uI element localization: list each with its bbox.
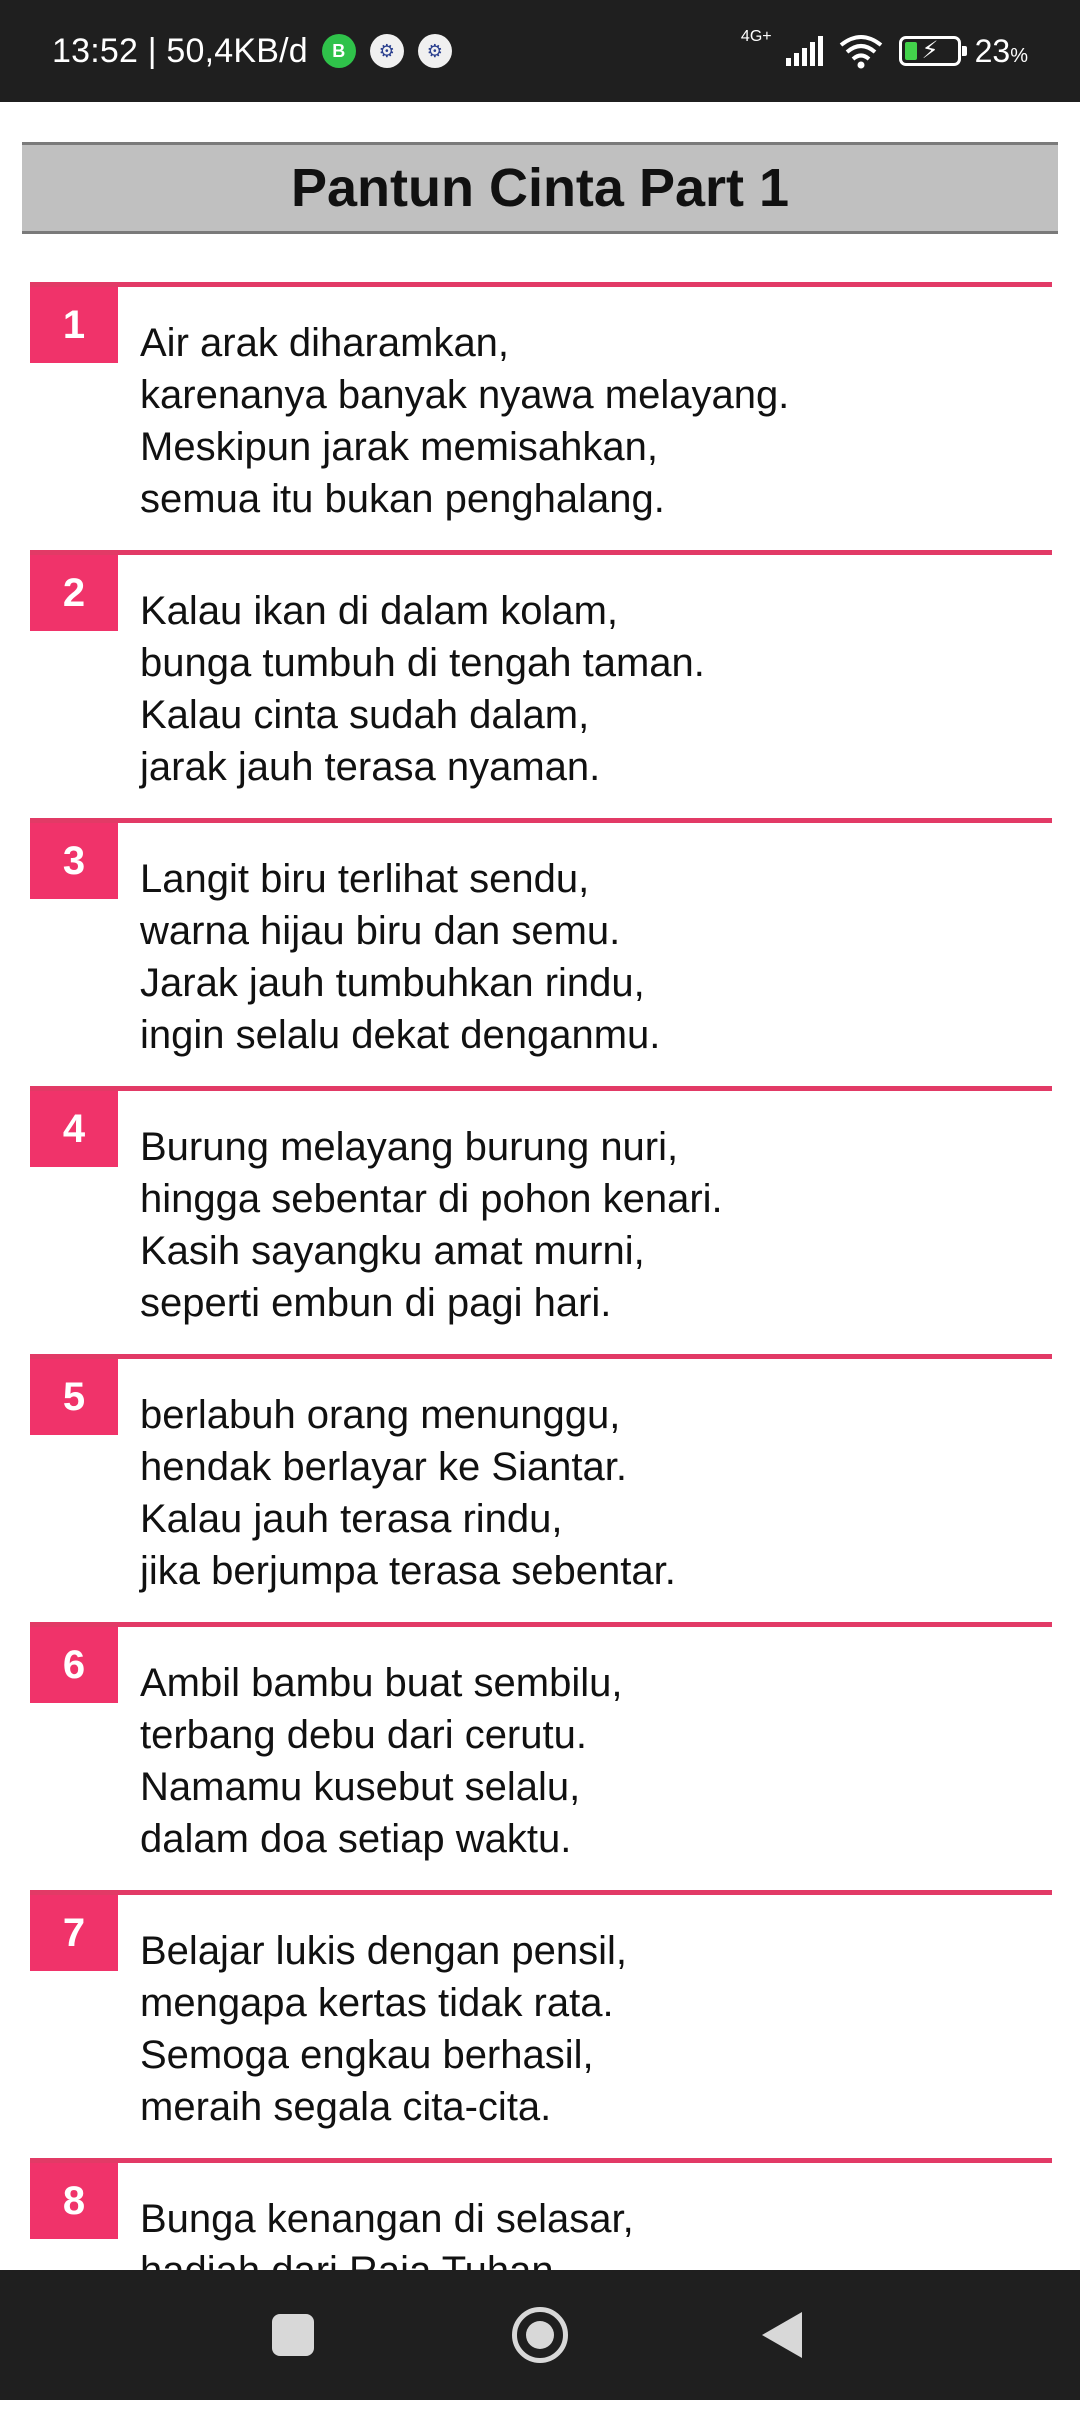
poem-line: bunga tumbuh di tengah taman. xyxy=(140,641,705,685)
b-app-icon: B xyxy=(322,34,356,68)
poem-line: berlabuh orang menunggu, xyxy=(140,1393,621,1437)
poem-item xyxy=(30,1890,1052,2150)
poem-number-badge: 3 xyxy=(30,823,118,899)
poem-line: Kasih sayangku amat murni, xyxy=(140,1229,645,1273)
poem-item xyxy=(30,550,1052,810)
navigation-bar xyxy=(0,2270,1080,2400)
poem-number-badge: 7 xyxy=(30,1895,118,1971)
poem-item xyxy=(30,1622,1052,1882)
poem-item xyxy=(30,1086,1052,1346)
poem-line: Bunga kenangan di selasar, xyxy=(140,2197,634,2241)
poem-line: terbang debu dari cerutu. xyxy=(140,1713,587,1757)
signal-icon xyxy=(786,36,823,66)
poem-number-badge: 8 xyxy=(30,2163,118,2239)
poem-text xyxy=(140,853,1052,1061)
poem-line: Air arak diharamkan, xyxy=(140,321,510,365)
poem-line: jika berjumpa terasa sebentar. xyxy=(140,1549,676,1593)
time-and-speed: 13:52 | 50,4KB/d xyxy=(52,31,308,70)
charging-bolt-icon: ⚡ xyxy=(921,37,939,64)
poem-number-badge: 4 xyxy=(30,1091,118,1167)
gear-icon: ⚙ xyxy=(418,34,452,68)
status-left xyxy=(52,0,452,102)
poem-line: Ambil bambu buat sembilu, xyxy=(140,1661,623,1705)
poem-number-badge: 2 xyxy=(30,555,118,631)
status-bar xyxy=(0,0,1080,102)
poem-line: Jarak jauh tumbuhkan rindu, xyxy=(140,961,645,1005)
battery-fill xyxy=(905,42,917,60)
battery-icon xyxy=(899,36,961,66)
home-button[interactable] xyxy=(512,2307,568,2363)
battery-percent: 23% xyxy=(974,32,1028,69)
poem-line: Semoga engkau berhasil, xyxy=(140,2033,594,2077)
poem-line: hendak berlayar ke Siantar. xyxy=(140,1445,627,1489)
poem-line: Namamu kusebut selalu, xyxy=(140,1765,581,1809)
page-title: Pantun Cinta Part 1 xyxy=(290,158,790,218)
poem-line: seperti embun di pagi hari. xyxy=(140,1281,612,1325)
gear-icon: ⚙ xyxy=(370,34,404,68)
poem-line: Meskipun jarak memisahkan, xyxy=(140,425,658,469)
poem-text xyxy=(140,1657,1052,1865)
poem-line: Burung melayang burung nuri, xyxy=(140,1125,679,1169)
poem-line: ingin selalu dekat denganmu. xyxy=(140,1013,661,1057)
poem-line: meraih segala cita-cita. xyxy=(140,2085,552,2129)
poem-line: Kalau ikan di dalam kolam, xyxy=(140,589,619,633)
poem-line: Langit biru terlihat sendu, xyxy=(140,857,590,901)
back-button[interactable] xyxy=(762,2312,802,2358)
poem-number-badge: 5 xyxy=(30,1359,118,1435)
poem-line: warna hijau biru dan semu. xyxy=(140,909,621,953)
poem-line: semua itu bukan penghalang. xyxy=(140,477,665,521)
wifi-icon xyxy=(837,33,885,69)
network-type-label: 4G+ xyxy=(740,28,772,45)
poem-text xyxy=(140,585,1052,793)
poem-line: dalam doa setiap waktu. xyxy=(140,1817,572,1861)
poem-text xyxy=(140,317,1052,525)
poem-item xyxy=(30,282,1052,542)
poem-number-badge: 6 xyxy=(30,1627,118,1703)
poem-text xyxy=(140,1389,1052,1597)
poem-line: karenanya banyak nyawa melayang. xyxy=(140,373,790,417)
status-right xyxy=(741,0,1028,102)
poem-item xyxy=(30,818,1052,1078)
poem-line: Kalau jauh terasa rindu, xyxy=(140,1497,563,1541)
page-title-bar xyxy=(22,142,1058,234)
poem-list[interactable] xyxy=(0,102,1080,2270)
poem-line: mengapa kertas tidak rata. xyxy=(140,1981,614,2025)
poem-number-badge: 1 xyxy=(30,287,118,363)
poem-text xyxy=(140,1121,1052,1329)
poem-line: Belajar lukis dengan pensil, xyxy=(140,1929,627,1973)
poem-line: hingga sebentar di pohon kenari. xyxy=(140,1177,723,1221)
poem-text xyxy=(140,1925,1052,2133)
poem-line: Kalau cinta sudah dalam, xyxy=(140,693,590,737)
poem-item xyxy=(30,1354,1052,1614)
poem-line: jarak jauh terasa nyaman. xyxy=(140,745,601,789)
recents-button[interactable] xyxy=(272,2314,314,2356)
